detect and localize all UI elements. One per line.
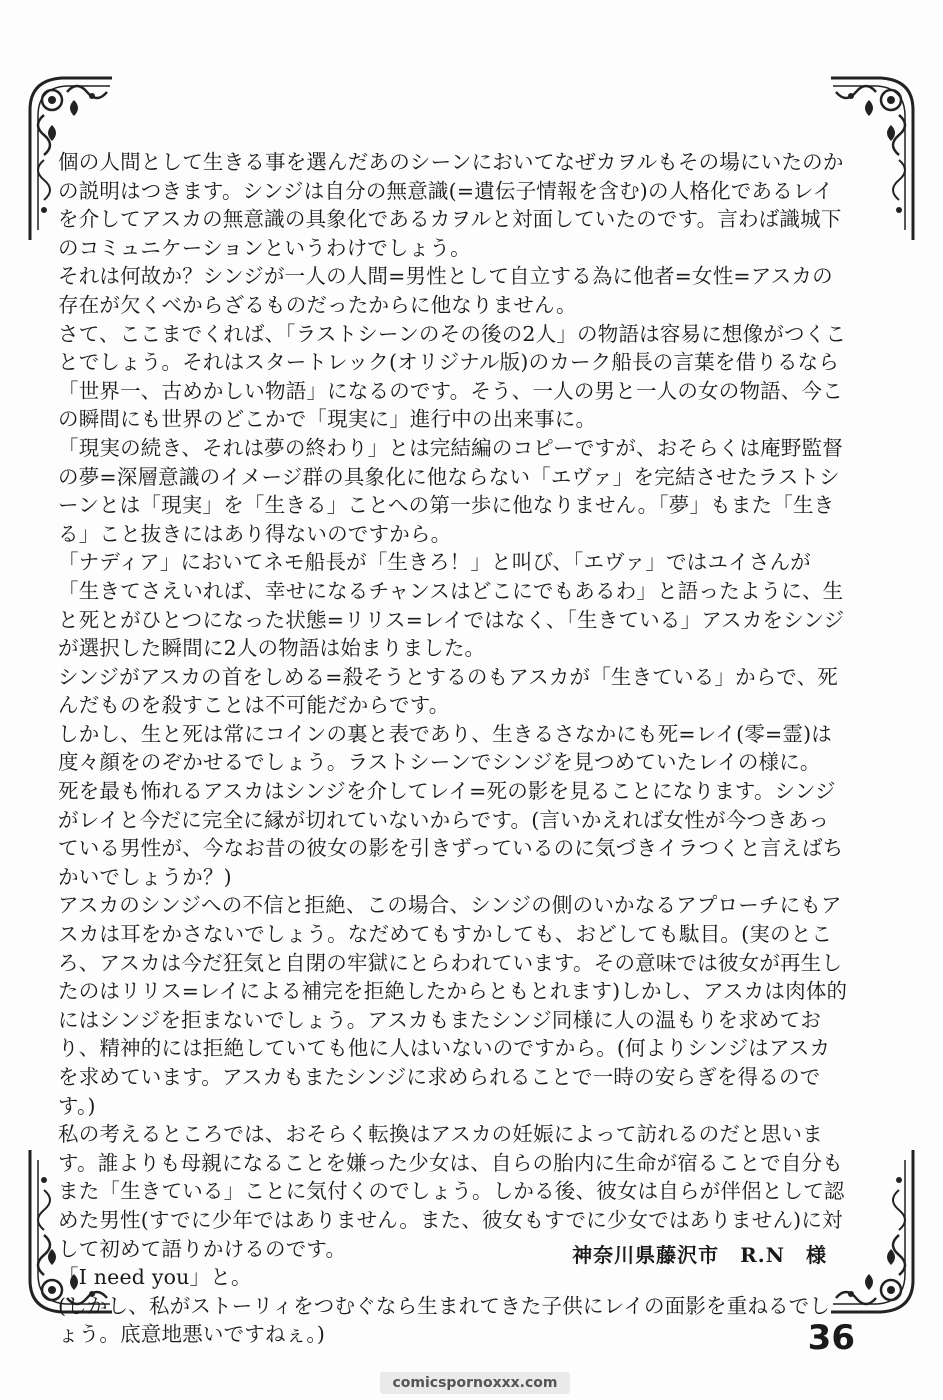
site-watermark: comicspornoxxx.com	[380, 1372, 570, 1394]
paragraph: それは何故か？シンジが一人の人間=男性として自立する為に他者=女性=アスカの存在が欠くべからざるものだったからに他なりません。	[58, 264, 833, 317]
paragraph: (しかし、私がストーリィをつむぐなら生まれてきた子供にレイの面影を重ねるでしょう。底意地悪いですねぇ。)	[58, 1293, 831, 1347]
paragraph: 私の考えるところでは、おそらく転換はアスカの妊娠によって訪れるのだと思います。誰よりも母親になることを嫌った少女は、自らの胎内に生命が宿ることで自分もまた「生きている」ことに気付くのでしょう。しかる後、彼女は自らが伴侶として認めた男性(すでに少年ではありません。また、彼女もすでに少女ではありません)に対して初めて語りかけるのです。	[58, 1122, 845, 1261]
paragraph: 「I need you」と。	[58, 1265, 252, 1290]
paragraph: 「ナディア」においてネモ船長が「生きろ！」と叫び、「エヴァ」ではユイさんが「生きてさえいれば、幸せになるチャンスはどこにでもあるわ」と語ったように、生と死とがひとつになった状態=リリス=レイではなく、「生きている」アスカをシンジが選択した瞬間に2人の物語は始まりました。	[58, 550, 845, 661]
paragraph: さて、ここまでくれば、「ラストシーンのその後の2人」の物語は容易に想像がつくことでしょう。それはスタートレック(オリジナル版)のカーク船長の言葉を借りるなら「世界一、古めかしい物語」になるのです。そう、一人の男と一人の女の物語、今この瞬間にも世界のどこかで「現実に」進行中の出来事に。	[58, 321, 847, 432]
paragraph: 死を最も怖れるアスカはシンジを介してレイ=死の影を見ることになります。シンジがレイと今だに完全に縁が切れていないからです。(言いかえれば女性が今つきあっている男性が、今なお昔の彼女の影を引きずっているのに気づきイラつくと言えばちかいでしょうか？)	[58, 779, 844, 889]
page-number: 36	[807, 1318, 855, 1358]
paragraph: 「現実の続き、それは夢の終わり」とは完結編のコピーですが、おそらくは庵野監督の夢=深層意識のイメージ群の具象化に他ならない「エヴァ」を完結させたラストシーンとは「現実」を「生きる」ことへの第一歩に他なりません。「夢」もまた「生きる」こと抜きにはあり得ないのですから。	[58, 435, 843, 546]
paragraph: アスカのシンジへの不信と拒絶、この場合、シンジの側のいかなるアプローチにもアスカは耳をかさないでしょう。なだめてもすかしても、おどしても駄目。(実のところ、アスカは今だ狂気と自閉の牢獄にとらわれています。その意味では彼女が再生したのはリリス=レイによる補完を拒絶したからともとれます)しかし、アスカは肉体的にはシンジを拒まないでしょう。アスカもまたシンジ同様に人の温もりを求めており、精神的には拒絶していても他に人はいないのですから。(何よりシンジはアスカを求めています。アスカもまたシンジに求められることで一時の安らぎを得るのです。)	[58, 893, 848, 1118]
author-signature: 神奈川県藤沢市 R.N 様	[572, 1243, 827, 1267]
paragraph: しかし、生と死は常にコインの裏と表であり、生きるさなかにも死=レイ(零=霊)は度々顔をのぞかせるでしょう。ラストシーンでシンジを見つめていたレイの様に。	[58, 721, 833, 775]
paragraph: シンジがアスカの首をしめる=殺そうとするのもアスカが「生きている」からで、死んだものを殺すことは不可能だからです。	[58, 664, 838, 718]
paragraph: 個の人間として生きる事を選んだあのシーンにおいてなぜカヲルもその場にいたのかの説明はつきます。シンジは自分の無意識(=遺伝子情報を含む)の人格化であるレイを介してアスカの無意識の具象化であるカヲルと対面していたのです。言わば識城下のコミュニケーションというわけでしょう。	[58, 150, 844, 260]
article-body	[58, 148, 848, 1349]
